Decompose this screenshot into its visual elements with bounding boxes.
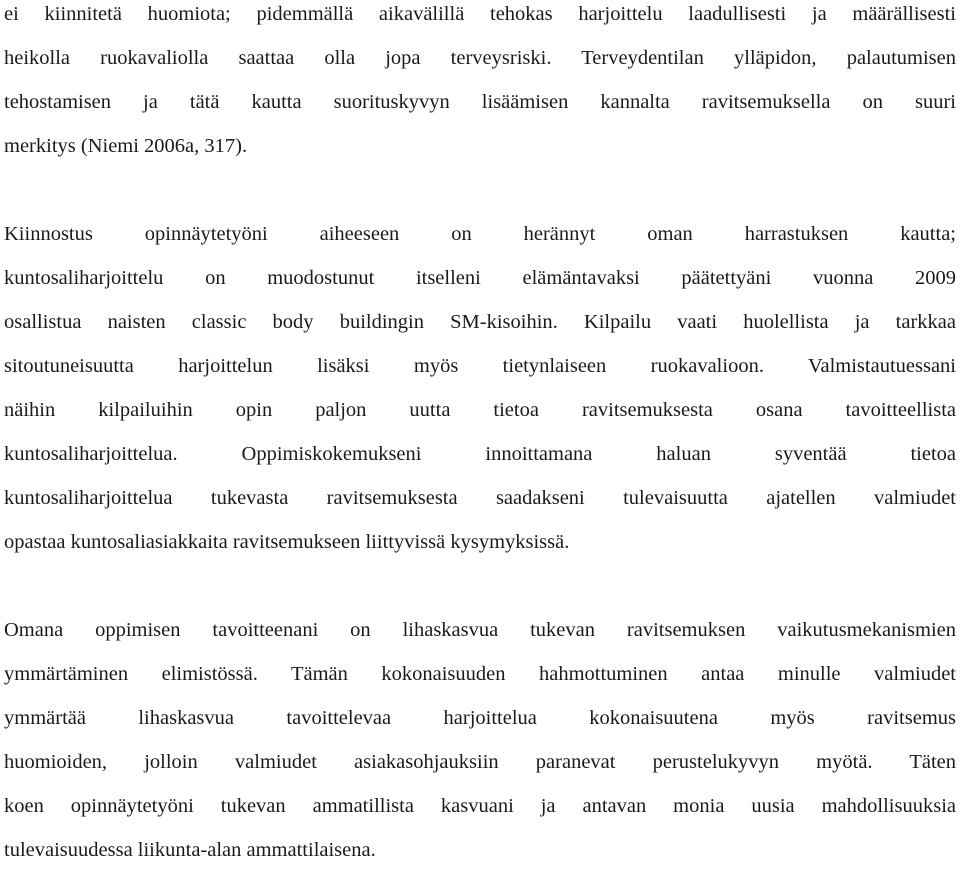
- text-line: tehostamisen ja tätä kautta suorituskyvyn lisäämisen kannalta ravitsemuksella on suuri: [4, 91, 956, 113]
- text-line: kuntosaliharjoittelua. Oppimiskokemukseni innoittamana haluan syventää tietoa: [4, 443, 956, 465]
- text-line: kuntosaliharjoittelua tukevasta ravitsemuksesta saadakseni tulevaisuutta ajatellen valmiudet: [4, 487, 956, 509]
- text-line: opastaa kuntosaliasiakkaita ravitsemukseen liittyvissä kysymyksissä.: [4, 531, 570, 553]
- document-page: [4, 0, 956, 872]
- text-line: ymmärtäminen elimistössä. Tämän kokonaisuuden hahmottuminen antaa minulle valmiudet: [4, 663, 956, 685]
- text-line: Kiinnostus opinnäytetyöni aiheeseen on herännyt oman harrastuksen kautta;: [4, 223, 956, 245]
- text-line: ymmärtää lihaskasvua tavoittelevaa harjoittelua kokonaisuutena myös ravitsemus: [4, 707, 956, 729]
- text-line: sitoutuneisuutta harjoittelun lisäksi myös tietynlaiseen ruokavalioon. Valmistautuessani: [4, 355, 956, 377]
- text-line: huomioiden, jolloin valmiudet asiakasohjauksiin paranevat perustelukyvyn myötä. Täten: [4, 751, 956, 773]
- text-line: tulevaisuudessa liikunta-alan ammattilaisena.: [4, 839, 376, 861]
- text-line: Omana oppimisen tavoitteenani on lihaskasvua tukevan ravitsemuksen vaikutusmekanismien: [4, 619, 956, 641]
- paragraph-nutrition-importance: [4, 0, 956, 168]
- text-line: ei kiinnitetä huomiota; pidemmällä aikavälillä tehokas harjoittelu laadullisesti ja määrällisesti: [4, 3, 956, 25]
- text-line: osallistua naisten classic body buildingin SM-kisoihin. Kilpailu vaati huolellista ja tarkkaa: [4, 311, 956, 333]
- paragraph-motivation: [4, 212, 956, 564]
- text-line: kuntosaliharjoittelu on muodostunut itselleni elämäntavaksi päätettyäni vuonna 2009: [4, 267, 956, 289]
- text-line: näihin kilpailuihin opin paljon uutta tietoa ravitsemuksesta osana tavoitteellista: [4, 399, 956, 421]
- text-line: merkitys (Niemi 2006a, 317).: [4, 135, 248, 157]
- paragraph-learning-goals: [4, 608, 956, 872]
- text-line: heikolla ruokavaliolla saattaa olla jopa terveysriski. Terveydentilan ylläpidon, palautumisen: [4, 47, 956, 69]
- text-line: koen opinnäytetyöni tukevan ammatillista kasvuani ja antavan monia uusia mahdollisuuksia: [4, 795, 956, 817]
